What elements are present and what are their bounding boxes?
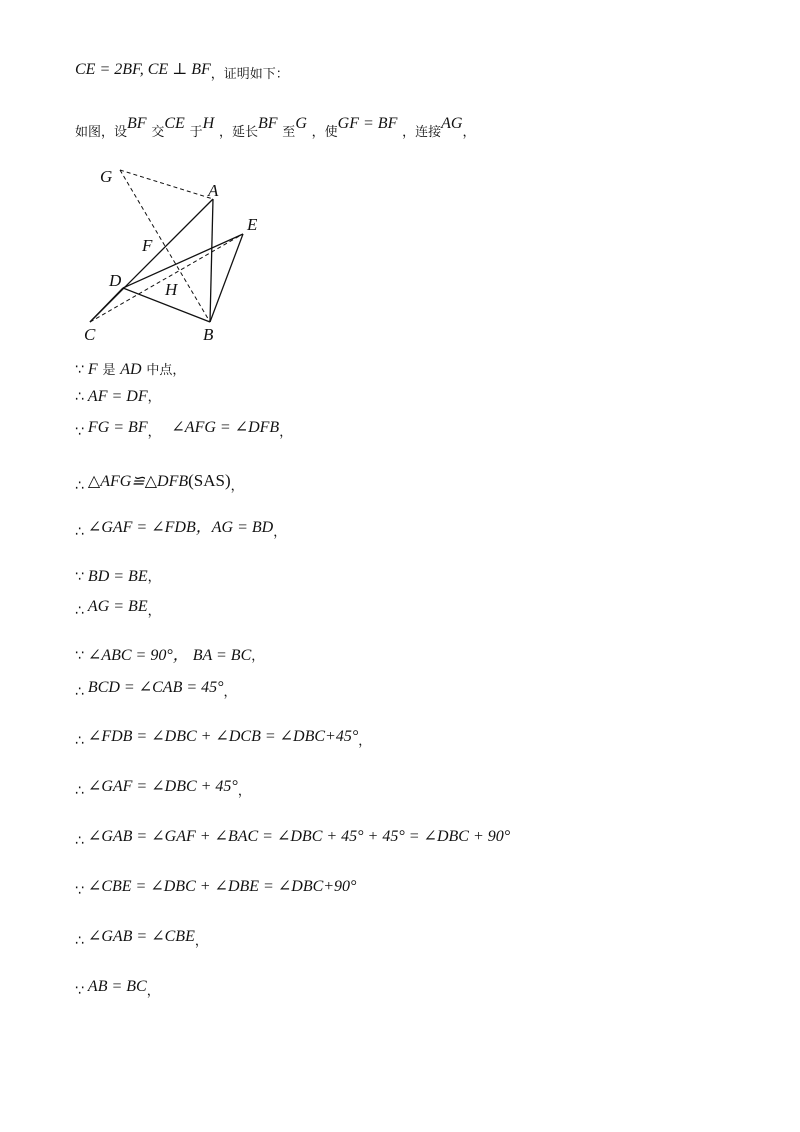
math-fdb-dbc-dcb: ∠FDB = ∠DBC + ∠DCB = ∠DBC+45° bbox=[87, 728, 359, 745]
label-a: A bbox=[208, 181, 219, 200]
therefore-symbol: ∴ bbox=[75, 478, 84, 494]
math-gf-bf: GF = BF bbox=[337, 115, 398, 132]
math-abc-90-ba-bc: ∠ABC = 90°， BA = BC bbox=[87, 647, 252, 664]
line-9 bbox=[75, 648, 264, 664]
text-shi: ，使 bbox=[311, 125, 338, 140]
therefore-symbol: ∴ bbox=[75, 389, 84, 405]
text-yanchang: ，延长 bbox=[218, 125, 258, 140]
text-comma: ， bbox=[147, 390, 161, 405]
segment-gb-dashed bbox=[120, 170, 210, 322]
line-2 bbox=[75, 362, 185, 378]
line-14 bbox=[75, 878, 357, 899]
text-proof-intro: ，证明如下： bbox=[210, 67, 289, 82]
text-comma: ， bbox=[279, 425, 293, 440]
math-bf: BF bbox=[127, 115, 147, 132]
math-f: F bbox=[87, 361, 98, 378]
math-fg-bf: FG = BF bbox=[87, 419, 148, 436]
because-symbol: ∵ bbox=[75, 883, 84, 899]
label-c: C bbox=[84, 325, 96, 344]
line-13 bbox=[75, 828, 511, 849]
because-symbol: ∵ bbox=[75, 648, 84, 664]
geometry-figure bbox=[80, 160, 280, 345]
text-comma: ， bbox=[146, 984, 160, 999]
math-ad: AD bbox=[120, 361, 142, 378]
text-zhi: 至 bbox=[282, 125, 296, 140]
text-comma: ， bbox=[251, 649, 265, 664]
line-4 bbox=[75, 419, 293, 440]
math-af-df: AF = DF bbox=[87, 388, 148, 405]
math-ab-bc: AB = BC bbox=[87, 978, 147, 995]
math-ag-be: AG = BE bbox=[87, 598, 148, 615]
text-comma: ， bbox=[273, 525, 287, 540]
because-symbol: ∵ bbox=[75, 983, 84, 999]
text-jiao: 交 bbox=[151, 125, 165, 140]
text-comma: ， bbox=[462, 125, 476, 140]
math-ce: CE bbox=[164, 115, 185, 132]
therefore-symbol: ∴ bbox=[75, 833, 84, 849]
therefore-symbol: ∴ bbox=[75, 783, 84, 799]
therefore-symbol: ∴ bbox=[75, 733, 84, 749]
math-cbe-sum: ∠CBE = ∠DBC + ∠DBE = ∠DBC+90° bbox=[87, 878, 357, 895]
because-symbol: ∵ bbox=[75, 569, 84, 585]
math-bcd-cab-45: BCD = ∠CAB = 45° bbox=[87, 679, 224, 696]
therefore-symbol: ∴ bbox=[75, 684, 84, 700]
segment-ga-dashed bbox=[120, 170, 213, 199]
text-lianjie: ，连接 bbox=[402, 125, 442, 140]
text-comma: ， bbox=[147, 604, 161, 619]
label-f: F bbox=[142, 236, 153, 255]
math-congruent-triangles: △AFG≌△DFB bbox=[87, 473, 189, 490]
text-comma: ， bbox=[147, 570, 161, 585]
line-8 bbox=[75, 598, 161, 619]
math-ce-bf: CE = 2BF, CE ⊥ BF bbox=[75, 61, 211, 78]
text-ru-tu: 如图，设 bbox=[75, 125, 128, 140]
line-1 bbox=[75, 115, 476, 140]
line-11 bbox=[75, 728, 372, 749]
line-7 bbox=[75, 569, 161, 585]
math-gaf-dbc-45: ∠GAF = ∠DBC + 45° bbox=[87, 778, 238, 795]
text-shi-is: 是 bbox=[102, 363, 116, 378]
line-0 bbox=[75, 61, 289, 82]
label-g: G bbox=[100, 167, 113, 186]
segment-dc bbox=[90, 288, 123, 322]
because-symbol: ∵ bbox=[75, 424, 84, 440]
therefore-symbol: ∴ bbox=[75, 524, 84, 540]
math-gab-cbe: ∠GAB = ∠CBE bbox=[87, 928, 195, 945]
text-comma: ， bbox=[147, 425, 161, 440]
label-b: B bbox=[203, 325, 214, 344]
math-ag: AG bbox=[441, 115, 463, 132]
line-6 bbox=[75, 519, 287, 540]
label-e: E bbox=[247, 215, 258, 234]
line-12 bbox=[75, 778, 251, 799]
math-gaf-fdb-ag-bd: ∠GAF = ∠FDB，AG = BD bbox=[87, 519, 274, 536]
text-comma: ， bbox=[237, 784, 251, 799]
therefore-symbol: ∴ bbox=[75, 603, 84, 619]
therefore-symbol: ∴ bbox=[75, 933, 84, 949]
math-bf-2: BF bbox=[257, 115, 278, 132]
math-angle-afg-dfb: ∠AFG = ∠DFB bbox=[171, 419, 280, 436]
text-comma: ， bbox=[358, 734, 372, 749]
line-5 bbox=[75, 471, 244, 494]
line-10 bbox=[75, 679, 237, 700]
line-3 bbox=[75, 389, 161, 405]
label-d: D bbox=[109, 271, 122, 290]
text-yu: 于 bbox=[189, 125, 203, 140]
text-midpoint: 中点， bbox=[146, 363, 186, 378]
math-h: H bbox=[202, 115, 215, 132]
math-bd-be: BD = BE bbox=[87, 568, 148, 585]
math-g: G bbox=[295, 115, 307, 132]
text-comma: ， bbox=[194, 934, 208, 949]
text-comma: ， bbox=[223, 685, 237, 700]
label-h: H bbox=[165, 280, 178, 299]
line-16 bbox=[75, 978, 160, 999]
math-gab-sum: ∠GAB = ∠GAF + ∠BAC = ∠DBC + 45° + 45° = ∠DBC + 90° bbox=[87, 828, 511, 845]
text-sas: (SAS) bbox=[188, 471, 231, 490]
segment-de bbox=[123, 234, 243, 288]
line-15 bbox=[75, 928, 208, 949]
segment-ab bbox=[210, 199, 213, 322]
because-symbol: ∵ bbox=[75, 362, 84, 378]
text-comma: ， bbox=[230, 479, 244, 494]
